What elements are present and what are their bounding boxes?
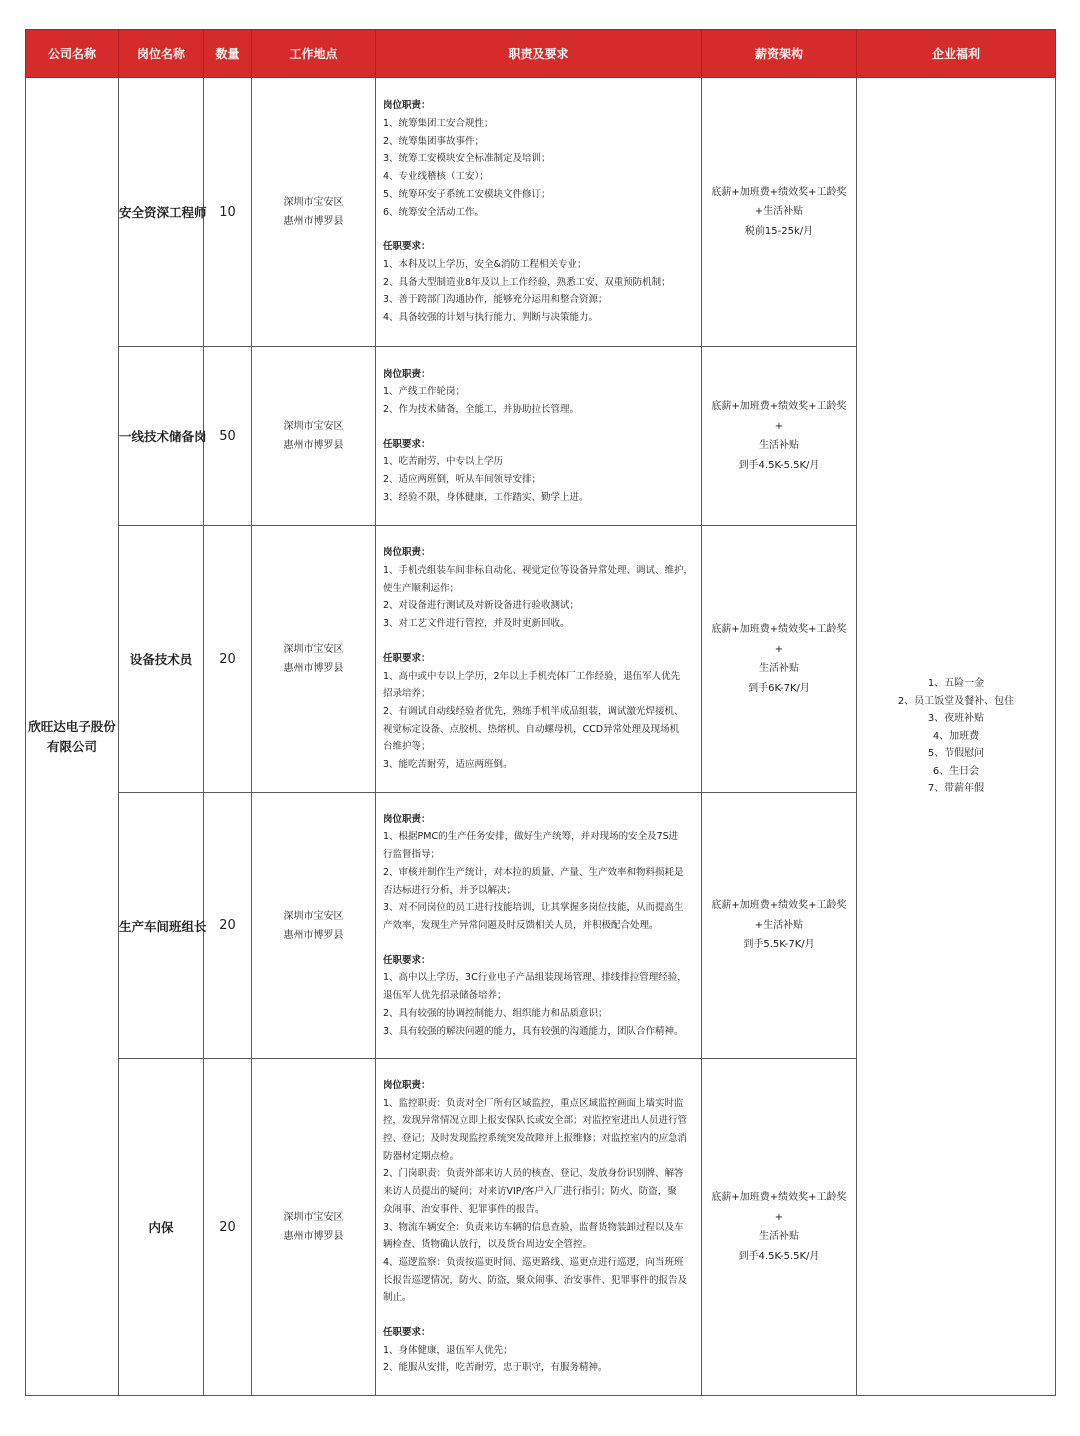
requirements-section	[383, 1324, 697, 1377]
duty-line: 3、物流车辆安全：负责来访车辆的信息查验，监督货物装卸过程以及车	[383, 1221, 684, 1233]
header-position: 岗位名称	[119, 30, 204, 78]
requirement-line: 1、身体健康，退伍军人优先；	[383, 1344, 513, 1356]
duty-line: 1、统筹集团工安合规性；	[383, 117, 494, 129]
duties-section	[383, 97, 697, 221]
location-line: 深圳市宝安区	[283, 1212, 344, 1223]
location-line: 惠州市博罗县	[283, 663, 344, 674]
job-salary	[702, 78, 857, 347]
requirements-section	[383, 952, 697, 1041]
duty-line: 1、产线工作轮岗；	[383, 386, 466, 398]
requirement-line: 招录培养；	[383, 688, 431, 700]
requirement-line: 3、具有较强的解决问题的能力，具有较强的沟通能力，团队合作精神。	[383, 1025, 684, 1037]
duties-section	[383, 544, 697, 633]
duty-line: 否达标进行分析，并予以解决；	[383, 884, 517, 896]
duty-line: 1、监控职责：负责对全厂所有区域监控，重点区域监控画面上墙实时监	[383, 1097, 684, 1109]
duties-section	[383, 811, 697, 935]
job-count: 20	[204, 793, 252, 1059]
salary-line: 底薪+加班费+绩效奖+工龄奖	[711, 900, 847, 912]
job-duties	[376, 793, 702, 1059]
requirements-section	[383, 436, 697, 507]
job-location	[252, 347, 376, 526]
company-benefits	[857, 78, 1056, 1396]
duty-line: 2、统筹集团事故事件；	[383, 135, 485, 147]
requirement-line: 2、具有较强的协调控制能力、组织能力和品质意识；	[383, 1007, 608, 1019]
duty-line: 3、对不同岗位的员工进行技能培训，让其掌握多岗位技能，从而提高生	[383, 902, 684, 914]
duty-line: 3、对工艺文件进行管控，并及时更新回收。	[383, 618, 570, 630]
duty-line: 2、作为技术储备，全能工，并协助拉长管理。	[383, 403, 580, 415]
salary-line: 生活补贴	[759, 440, 799, 451]
job-title: 内保	[119, 1059, 204, 1396]
job-count: 10	[204, 78, 252, 347]
duty-line: 控，发现异常情况立即上报安保队长或安全部；对监控室进出人员进行管	[383, 1115, 688, 1127]
job-location	[252, 1059, 376, 1396]
recruitment-table	[25, 29, 1056, 1396]
salary-line: 底薪+加班费+绩效奖+工龄奖	[711, 186, 847, 198]
header-company: 公司名称	[26, 30, 119, 78]
salary-line: 税前15-25k/月	[744, 225, 814, 237]
job-salary	[702, 1059, 857, 1396]
requirements-heading: 任职要求：	[383, 1327, 431, 1339]
location-line: 深圳市宝安区	[283, 421, 344, 432]
salary-line: 生活补贴	[759, 663, 799, 674]
company-name: 欣旺达电子股份 有限公司	[26, 78, 119, 1396]
requirement-line: 2、具备大型制造业8年及以上工作经验，熟悉工安、双重预防机制；	[383, 276, 671, 288]
job-title: 安全资深工程师	[119, 78, 204, 347]
requirement-line: 3、善于跨部门沟通协作，能够充分运用和整合资源；	[383, 294, 608, 306]
requirement-line: 1、吃苦耐劳，中专以上学历	[383, 456, 504, 468]
benefit-item: 7、带薪年假	[927, 783, 985, 795]
duty-line: 来访人员提出的疑问；对来访VIP/客户入厂进行指引；防火、防盗，聚	[383, 1186, 677, 1198]
benefit-item: 2、员工饭堂及餐补、包住	[897, 695, 1015, 707]
job-duties	[376, 78, 702, 347]
job-duties	[376, 526, 702, 793]
benefit-item: 6、生日会	[932, 765, 980, 777]
duty-line: 5、统筹环安子系统工安模块文件修订；	[383, 188, 551, 200]
duty-line: 6、统筹安全活动工作。	[383, 206, 485, 218]
salary-line: +生活补贴	[754, 919, 804, 931]
requirement-line: 2、有调试自动线经验者优先，熟练手机半成品组装，调试激光焊接机、	[383, 705, 684, 717]
requirement-line: 3、经验不限，身体健康，工作踏实、勤学上进。	[383, 491, 589, 503]
requirement-line: 4、具备较强的计划与执行能力、判断与决策能力。	[383, 312, 599, 324]
requirement-line: 3、能吃苦耐劳，适应两班倒。	[383, 759, 513, 771]
job-count: 20	[204, 526, 252, 793]
duty-line: 众闹事、治安事件、犯罪事件的报告。	[383, 1203, 545, 1215]
table-row	[26, 78, 1056, 347]
duty-line: 3、统筹工安模块安全标准制定及培训；	[383, 153, 551, 165]
salary-line: +生活补贴	[754, 206, 804, 218]
requirement-line: 视觉标定设备、点胶机、热熔机、自动螺母机，CCD异常处理及现场机	[383, 723, 680, 735]
duty-line: 控、登记；及时发现监控系统突发故障并上报维修；对监控室内的应急消	[383, 1132, 688, 1144]
duty-line: 2、对设备进行测试及对新设备进行验收测试；	[383, 600, 580, 612]
duty-line: 使生产顺利运作；	[383, 582, 460, 594]
benefit-item: 3、夜班补贴	[927, 713, 985, 725]
header-duties: 职责及要求	[376, 30, 702, 78]
header-row	[26, 30, 1056, 78]
salary-line: 底薪+加班费+绩效奖+工龄奖+	[711, 624, 847, 655]
header-benefits: 企业福利	[857, 30, 1056, 78]
duty-line: 1、根据PMC的生产任务安排，做好生产统筹，并对现场的安全及7S进	[383, 831, 679, 843]
duties-heading: 岗位职责：	[383, 1079, 431, 1091]
location-line: 深圳市宝安区	[283, 644, 344, 655]
job-salary	[702, 793, 857, 1059]
benefit-item: 1、五险一金	[927, 677, 985, 689]
job-location	[252, 78, 376, 347]
job-count: 50	[204, 347, 252, 526]
duty-line: 2、审核并制作生产统计，对本拉的质量、产量、生产效率和物料损耗是	[383, 866, 684, 878]
job-salary	[702, 526, 857, 793]
duties-heading: 岗位职责：	[383, 547, 431, 559]
job-salary	[702, 347, 857, 526]
header-location: 工作地点	[252, 30, 376, 78]
job-duties	[376, 347, 702, 526]
requirement-line: 台维护等；	[383, 741, 431, 753]
job-title: 生产车间班组长	[119, 793, 204, 1059]
location-line: 惠州市博罗县	[283, 216, 344, 227]
location-line: 惠州市博罗县	[283, 440, 344, 451]
requirement-line: 2、适应两班倒，听从车间领导安排；	[383, 474, 542, 486]
duty-line: 产效率，发现生产异常问题及时反馈相关人员，并积极配合处理。	[383, 920, 659, 931]
requirement-line: 退伍军人优先招录储备培养；	[383, 990, 507, 1002]
location-line: 惠州市博罗县	[283, 929, 344, 941]
job-location	[252, 793, 376, 1059]
duties-heading: 岗位职责：	[383, 813, 431, 825]
duty-line: 行监督指导；	[383, 849, 441, 861]
salary-line: 到手4.5K-5.5K/月	[738, 459, 820, 471]
salary-line: 底薪+加班费+绩效奖+工龄奖+	[711, 401, 847, 432]
duty-line: 4、巡逻监察：负责按巡更时间、巡更路线、巡更点进行巡逻，向当班班	[383, 1256, 684, 1268]
requirements-section	[383, 238, 697, 327]
job-duties	[376, 1059, 702, 1396]
requirement-line: 1、本科及以上学历，安全&消防工程相关专业；	[383, 258, 587, 270]
salary-line: 到手6K-7K/月	[748, 682, 810, 694]
duties-heading: 岗位职责：	[383, 368, 431, 380]
requirement-line: 1、高中以上学历，3C行业电子产品组装现场管理、排线排拉管理经验，	[383, 972, 687, 984]
duty-line: 1、手机壳组装车间非标自动化、视觉定位等设备异常处理、调试、维护，	[383, 564, 694, 576]
requirements-heading: 任职要求：	[383, 652, 431, 664]
job-title: 设备技术员	[119, 526, 204, 793]
requirements-heading: 任职要求：	[383, 438, 431, 450]
job-title: 一线技术储备岗	[119, 347, 204, 526]
location-line: 深圳市宝安区	[283, 910, 344, 922]
duty-line: 长报告巡逻情况，防火、防盗，聚众闹事、治安事件、犯罪事件的报告及	[383, 1274, 688, 1286]
requirements-section	[383, 650, 697, 774]
requirement-line: 1、高中或中专以上学历，2年以上手机壳体厂工作经验，退伍军人优先	[383, 670, 681, 682]
header-quantity: 数量	[204, 30, 252, 78]
duties-heading: 岗位职责：	[383, 100, 431, 112]
requirements-heading: 任职要求：	[383, 954, 431, 966]
duty-line: 2、门岗职责：负责外部来访人员的核查、登记、发放身份识别牌、解答	[383, 1168, 684, 1180]
location-line: 惠州市博罗县	[283, 1231, 344, 1242]
duty-line: 4、专业线稽核（工安）；	[383, 171, 489, 183]
benefit-item: 5、节假慰问	[927, 748, 985, 760]
requirement-line: 2、能服从安排，吃苦耐劳，忠于职守，有服务精神。	[383, 1362, 608, 1374]
location-line: 深圳市宝安区	[283, 197, 344, 208]
salary-line: 到手4.5K-5.5K/月	[738, 1250, 820, 1262]
job-count: 20	[204, 1059, 252, 1396]
job-location	[252, 526, 376, 793]
salary-line: 到手5.5K-7K/月	[743, 939, 815, 951]
duties-section	[383, 366, 697, 419]
duty-line: 辆检查、货物确认放行，以及货台周边安全管控。	[383, 1239, 593, 1251]
duty-line: 防器材定期点检。	[383, 1150, 460, 1162]
benefit-item: 4、加班费	[932, 730, 980, 742]
salary-line: 底薪+加班费+绩效奖+工龄奖+	[711, 1192, 847, 1223]
duty-line: 制止。	[383, 1292, 412, 1304]
header-salary: 薪资架构	[702, 30, 857, 78]
requirements-heading: 任职要求：	[383, 241, 431, 253]
salary-line: 生活补贴	[759, 1231, 799, 1242]
duties-section	[383, 1077, 697, 1307]
